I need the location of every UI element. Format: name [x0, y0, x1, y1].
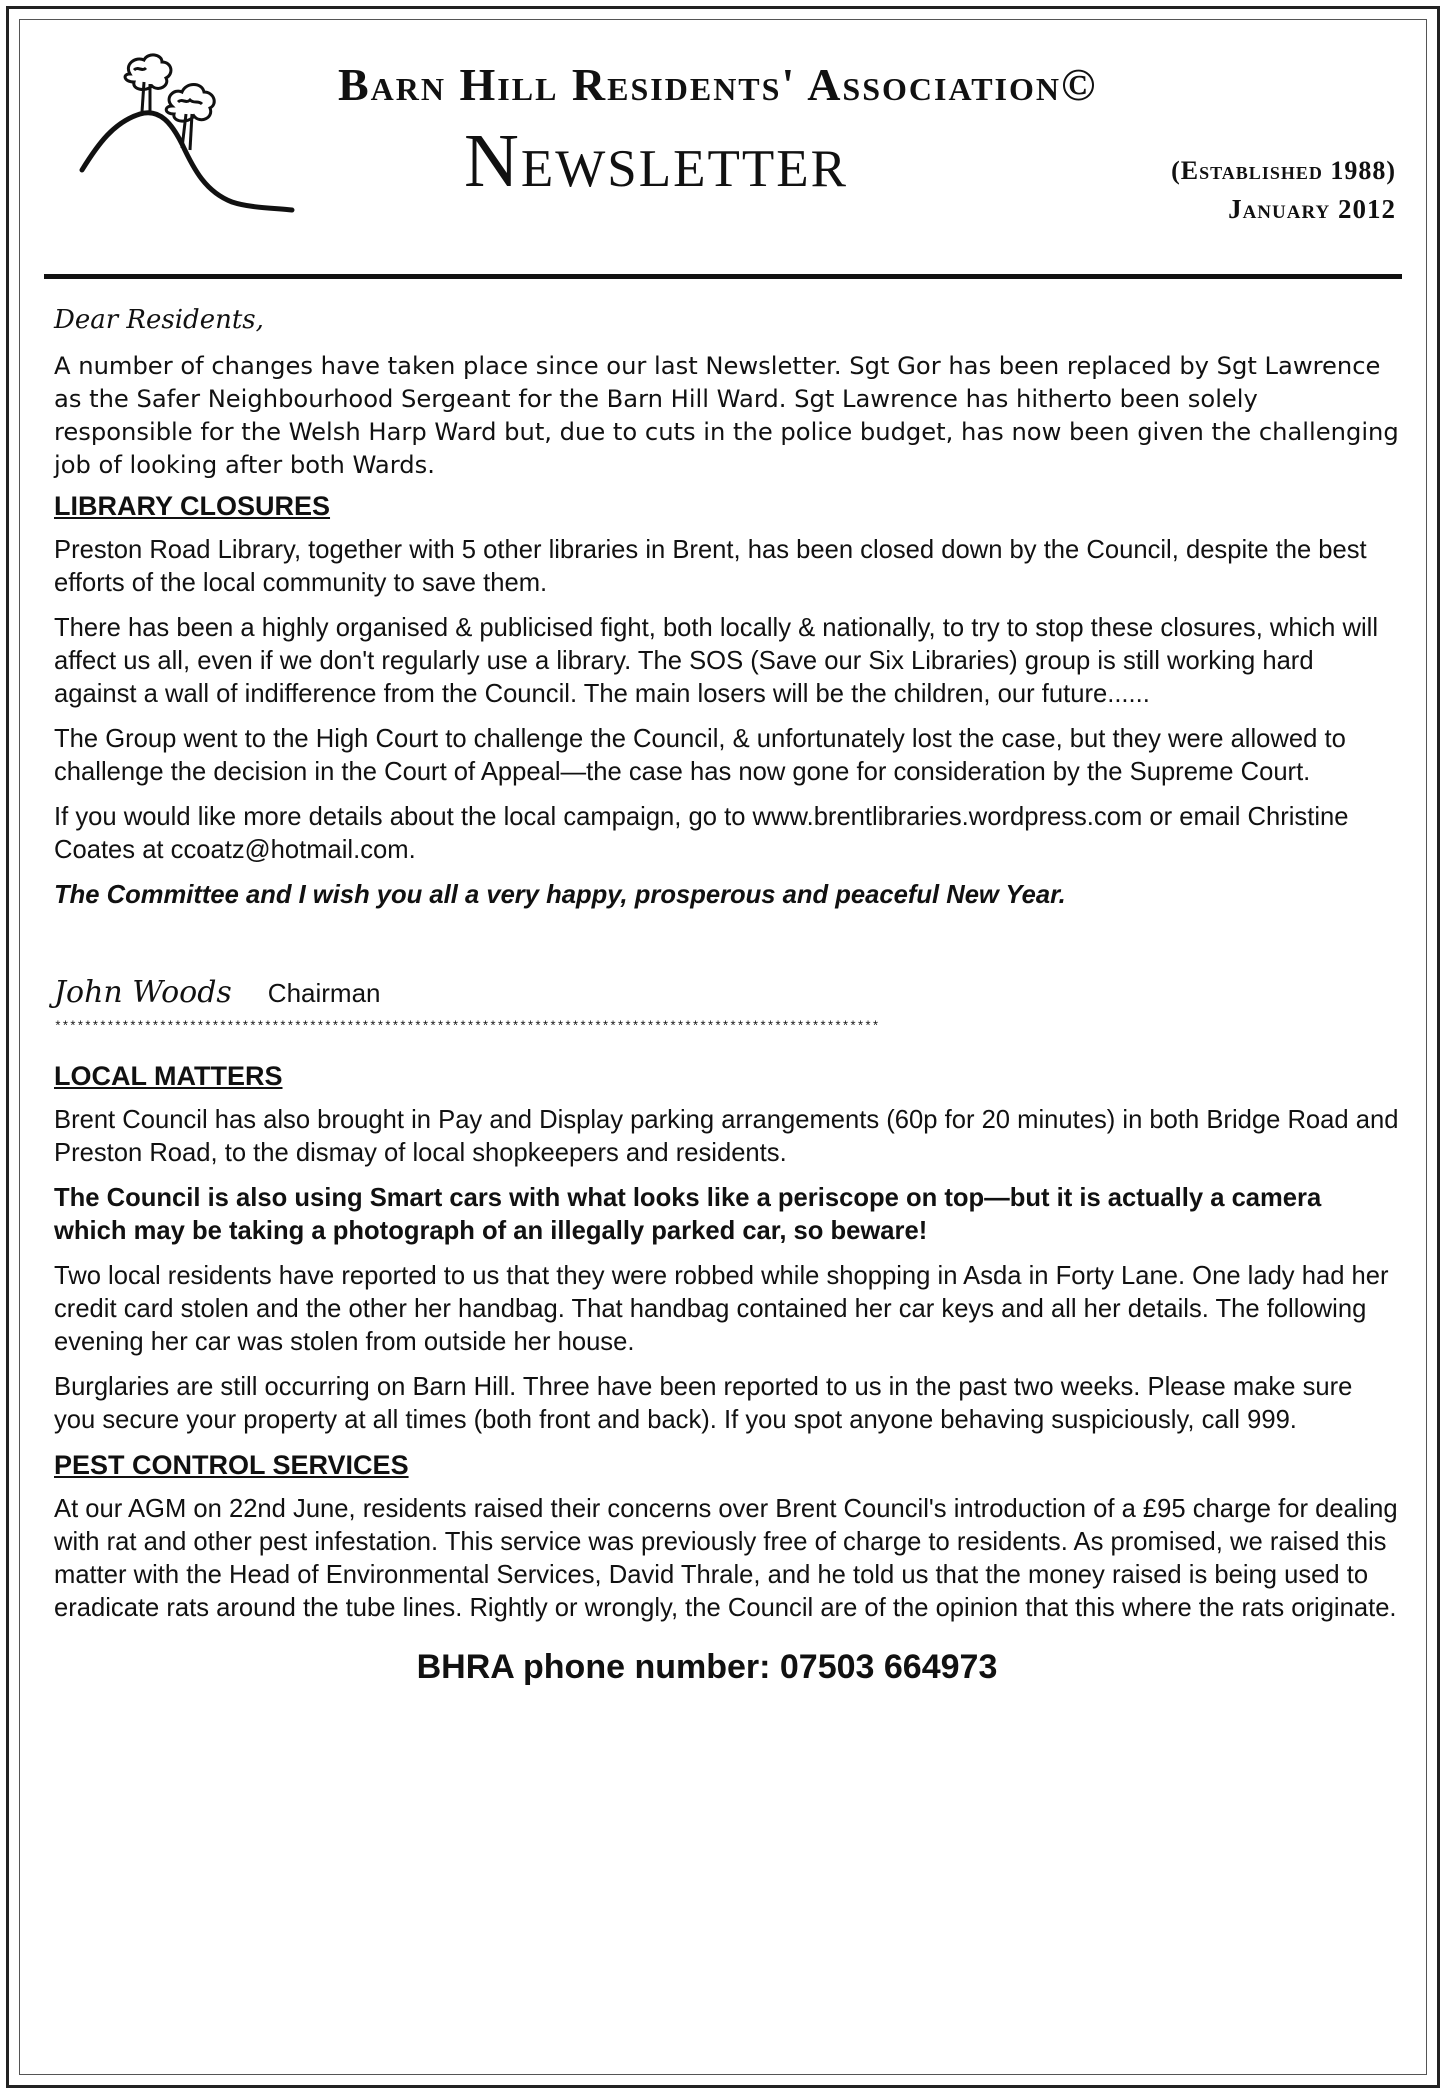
signature-name: John Woods — [54, 975, 232, 1010]
established-note: (Established 1988) — [1171, 156, 1396, 185]
local-matters-paragraph: Brent Council has also brought in Pay and Display parking arrangements (60p for 20 minutes) in both Bridge Road and Preston Road, to the dismay of local shopkeepers and residents. — [54, 1106, 1399, 1167]
newsletter-title: Newsletter — [464, 119, 848, 203]
newsletter-body — [54, 298, 1400, 1687]
signature-title: Chairman — [267, 978, 381, 1008]
issue-date: January 2012 — [1228, 194, 1396, 224]
library-closures-heading: LIBRARY CLOSURES — [54, 491, 331, 521]
organisation-name: Barn Hill Residents' Association© — [338, 59, 1098, 110]
bhra-phone-number: BHRA phone number: 07503 664973 — [416, 1648, 998, 1686]
pest-control-paragraph: At our AGM on 22nd June, residents raised their concerns over Brent Council's introduction of a £95 charge for dealing with rat and other pest infestation. This service was previously free of charge to residents. As promised, we raised this matter with the Head of Environmental Services, David Thrale, and he told us that the money raised is being used to eradicate rats around the tube lines. Rightly or wrongly, the Council are of the opinion that this where the rats originate. — [54, 1495, 1398, 1622]
asterisk-separator: ************************************************************************************************************** — [54, 1020, 880, 1034]
library-paragraph: There has been a highly organised & publicised fight, both locally & nationally, to try to stop these closures, which will affect us all, even if we don't regularly use a library. The SOS (Save our Six Libraries) group is still working hard against a wall of indifference from the Council. The main losers will be the children, our future...... — [54, 614, 1379, 708]
library-paragraph: Preston Road Library, together with 5 other libraries in Brent, has been closed down by the Council, despite the best efforts of the local community to save them. — [54, 536, 1367, 597]
header-rule — [44, 274, 1402, 279]
intro-paragraph: A number of changes have taken place since our last Newsletter. Sgt Gor has been replaced by Sgt Lawrence as the Safer Neighbourhood Sergeant for the Barn Hill Ward. Sgt Lawrence has hitherto been solely responsible for the Welsh Harp Ward but, due to cuts in the police budget, has now been given the challenging job of looking after both Wards. — [54, 352, 1399, 479]
pest-control-heading: PEST CONTROL SERVICES — [54, 1450, 409, 1480]
local-matters-paragraph: Two local residents have reported to us that they were robbed while shopping in Asda in Forty Lane. One lady had her credit card stolen and the other her handbag. That handbag contained her car keys and all her details. The following evening her car was stolen from outside her house. — [54, 1262, 1389, 1356]
library-paragraph: The Group went to the High Court to challenge the Council, & unfortunately lost the case, but they were allowed to challenge the decision in the Court of Appeal—the case has now gone for consideration by the Supreme Court. — [54, 725, 1346, 786]
local-matters-paragraph: Burglaries are still occurring on Barn Hill. Three have been reported to us in the past two weeks. Please make sure you secure your property at all times (both front and back). If you spot anyone behaving suspiciously, call 999. — [54, 1373, 1353, 1434]
barn-hill-trees-logo — [78, 52, 308, 224]
signature — [54, 976, 1400, 1016]
salutation: Dear Residents, — [54, 305, 264, 335]
smart-car-warning: The Council is also using Smart cars with what looks like a periscope on top—but it is actually a camera which may be taking a photograph of an illegally parked car, so beware! — [54, 1184, 1322, 1245]
new-year-wishes: The Committee and I wish you all a very happy, prosperous and peaceful New Year. — [54, 881, 1066, 909]
local-matters-heading: LOCAL MATTERS — [54, 1061, 283, 1091]
library-paragraph: If you would like more details about the local campaign, go to www.brentlibraries.wordpress.com or email Christine Coates at ccoatz@hotmail.com. — [54, 803, 1349, 864]
